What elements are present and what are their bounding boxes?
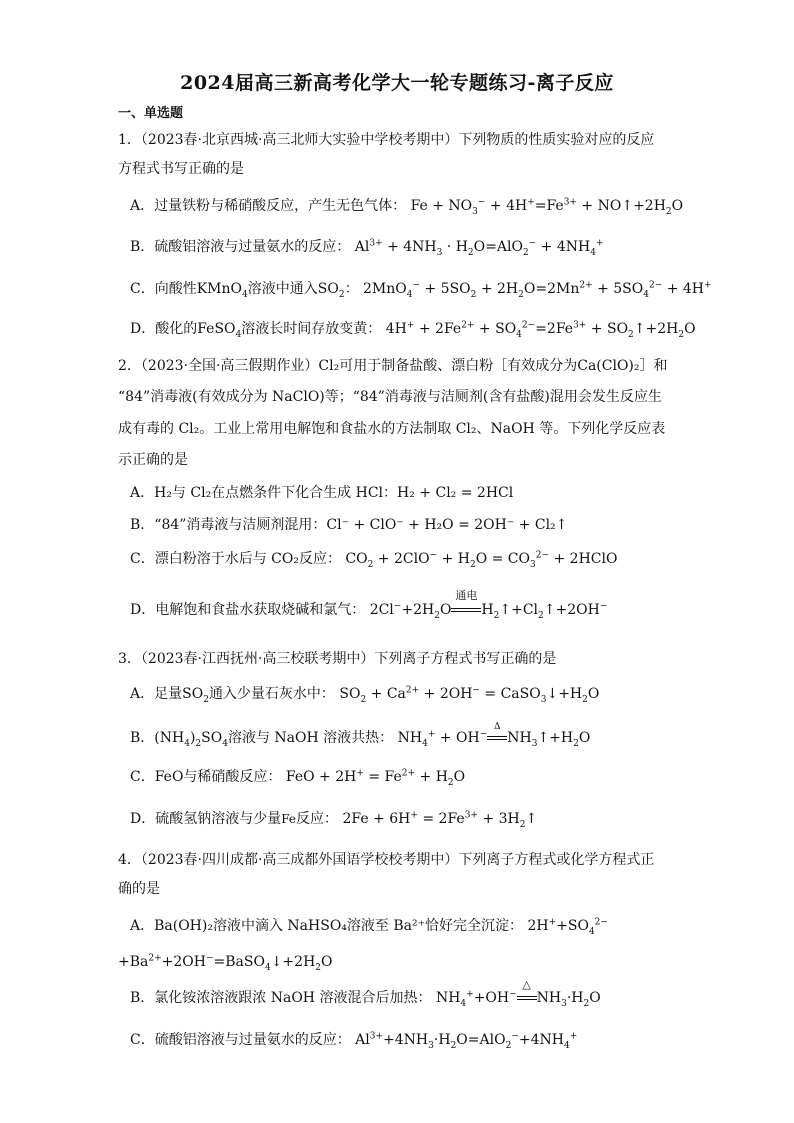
q4-option-c[interactable]: C．硫酸铝溶液与过量氨水的反应： $Al^{3+}+4NH_3\cdot H_2O=AlO_2^-+4NH_4^+$ [130,1031,578,1051]
q1-option-c[interactable]: C．向酸性KMnO$_4$溶液中通入$SO_2$： $2MnO_4^- + 5SO_2 + 2H_2O=2Mn^{2+} + 5SO_4^{2-} + 4H^+$ [130,280,712,300]
q2-option-c[interactable]: C．漂白粉溶于水后与 CO₂反应： $CO_2 + 2ClO^- + H_2O = CO_3^{2-}$ + 2HClO [130,550,618,570]
q1-c-equation: $2MnO_4^- + 5SO_2 + 2H_2O=2Mn^{2+} + 5SO_4^{2-} + 4H^+$ [363,280,712,300]
q3-b-equation: $NH_4^+ + OH^-$ Δ $NH_3↑+H_2O$ [397,722,591,749]
section-heading: 一、单选题 [118,106,184,121]
q2-stem-line-4: 示正确的是 [118,452,188,468]
q2-d-equation: $2Cl^-+2H_2O$ 通电 $H_2↑+Cl_2↑+2OH^-$ [369,589,608,621]
q1-b-equation: $Al^{3+} + 4NH_3 \cdot H_2O=AlO_2^- + 4NH_4^+$ [354,238,604,258]
q1-d-equation: $4H^+ + 2Fe^{2+} + SO_4^{2-}=2Fe^{3+}$ + $SO_2↑+2H_2O$ [385,320,696,340]
electrolysis-arrow: 通电 [451,601,481,619]
q3-option-a[interactable]: A．足量$SO_2$通入少量石灰水中： $SO_2 + Ca^{2+} + 2OH^-$ = $CaSO_3↓+H_2O$ [130,685,600,705]
heat-arrow: △ [517,989,537,1007]
q3-option-c[interactable]: C．FeO与稀硝酸反应： FeO + $2H^+ = Fe^{2+} + H_2O$ [130,768,466,788]
q3-stem: 3．（2023春·江西抚州·高三校联考期中）下列离子方程式书写正确的是 [118,651,557,667]
q2-stem-line-3: 成有毒的 Cl₂。工业上常用电解饱和食盐水的方法制取 Cl₂、NaOH 等。下列化学反应表 [118,421,666,437]
q4-c-equation: $Al^{3+}+4NH_3\cdot H_2O=AlO_2^-+4NH_4^+$ [355,1031,578,1051]
q4-option-a[interactable]: A．Ba(OH)₂溶液中滴入 NaHSO₄溶液至 Ba²⁺恰好完全沉淀： $2H^++SO_4^{2-}$ [130,917,608,937]
q2-c-equation: $CO_2 + 2ClO^- + H_2O = CO_3^{2-}$ + 2HClO [345,550,618,570]
q1-a-equation: $Fe + NO_3^- + 4H^+=Fe^{3+}$ + $NO↑+2H_2O$ [410,197,684,217]
q3-c-equation: FeO + $2H^+ = Fe^{2+} + H_2O$ [285,768,466,788]
q2-stem-line-2: “84”消毒液(有效成分为 NaClO)等；“84”消毒液与洁厕剂(含有盐酸)混用会发生反应生 [118,389,662,405]
q1-stem-line-2: 方程式书写正确的是 [118,161,244,177]
q2-option-a[interactable]: A．H₂与 Cl₂在点燃条件下化合生成 HCl：H₂ + Cl₂ = 2HCl [130,485,514,501]
q1-stem-line-1: 1．（2023春·北京西城·高三北师大实验中学校考期中）下列物质的性质实验对应的反应 [118,132,655,148]
q4-stem-line-1: 4．（2023春·四川成都·高三成都外国语学校校考期中）下列离子方程式或化学方程式正 [118,852,655,868]
q2-option-b[interactable]: B．“84”消毒液与洁厕剂混用：Cl⁻ + ClO⁻ + H₂O = 2OH⁻ + Cl₂↑ [130,517,568,533]
q3-d-equation: $2Fe + 6H^+ = 2Fe^{3+}$ + $3H_2↑$ [342,810,538,830]
heat-arrow: Δ [487,729,507,747]
q3-a-equation: $SO_2 + Ca^{2+} + 2OH^-$ = $CaSO_3↓+H_2O$ [339,685,600,705]
q1-option-a[interactable]: A．过量铁粉与稀硝酸反应，产生无色气体： $Fe + NO_3^- + 4H^+=Fe^{3+}$ + $NO↑+2H_2O$ [130,197,684,217]
q4-b-equation: $NH_4^++OH^-$ △ $NH_3\cdot H_2O$ [435,978,601,1009]
q4-a-equation-part-1: $2H^++SO_4^{2-}$ [527,917,608,937]
q1-option-d[interactable]: D．酸化的FeSO$_4$溶液长时间存放变黄： $4H^+ + 2Fe^{2+} + SO_4^{2-}=2Fe^{3+}$ + $SO_2↑+2H_2O$ [130,320,696,340]
document-title: 2024届高三新高考化学大一轮专题练习-离子反应 [180,72,614,94]
q3-option-d[interactable]: D．硫酸氢钠溶液与少量Fe反应： $2Fe + 6H^+ = 2Fe^{3+}$ + $3H_2↑$ [130,810,538,830]
q1-option-b[interactable]: B．硫酸铝溶液与过量氨水的反应： $Al^{3+} + 4NH_3 \cdot H_2O=AlO_2^- + 4NH_4^+$ [130,238,604,258]
q3-option-b[interactable]: B．$(NH_4)_2SO_4$溶液与 NaOH 溶液共热： $NH_4^+ + OH^-$ Δ $NH_3↑+H_2O$ [130,722,591,749]
q4-option-b[interactable]: B．氯化铵浓溶液跟浓 NaOH 溶液混合后加热： $NH_4^++OH^-$ △ $NH_3\cdot H_2O$ [130,978,601,1009]
q2-stem-line-1: 2．（2023·全国·高三假期作业）Cl₂可用于制备盐酸、漂白粉［有效成分为Ca(ClO)₂］和 [118,358,668,374]
q4-stem-line-2: 确的是 [118,881,160,897]
q4-a-equation-part-2: $+Ba^{2+}+2OH^-=BaSO_4↓+2H_2O$ [118,953,333,973]
q2-option-d[interactable]: D．电解饱和食盐水获取烧碱和氯气： $2Cl^-+2H_2O$ 通电 $H_2↑+Cl_2↑+2OH^-$ [130,589,608,621]
